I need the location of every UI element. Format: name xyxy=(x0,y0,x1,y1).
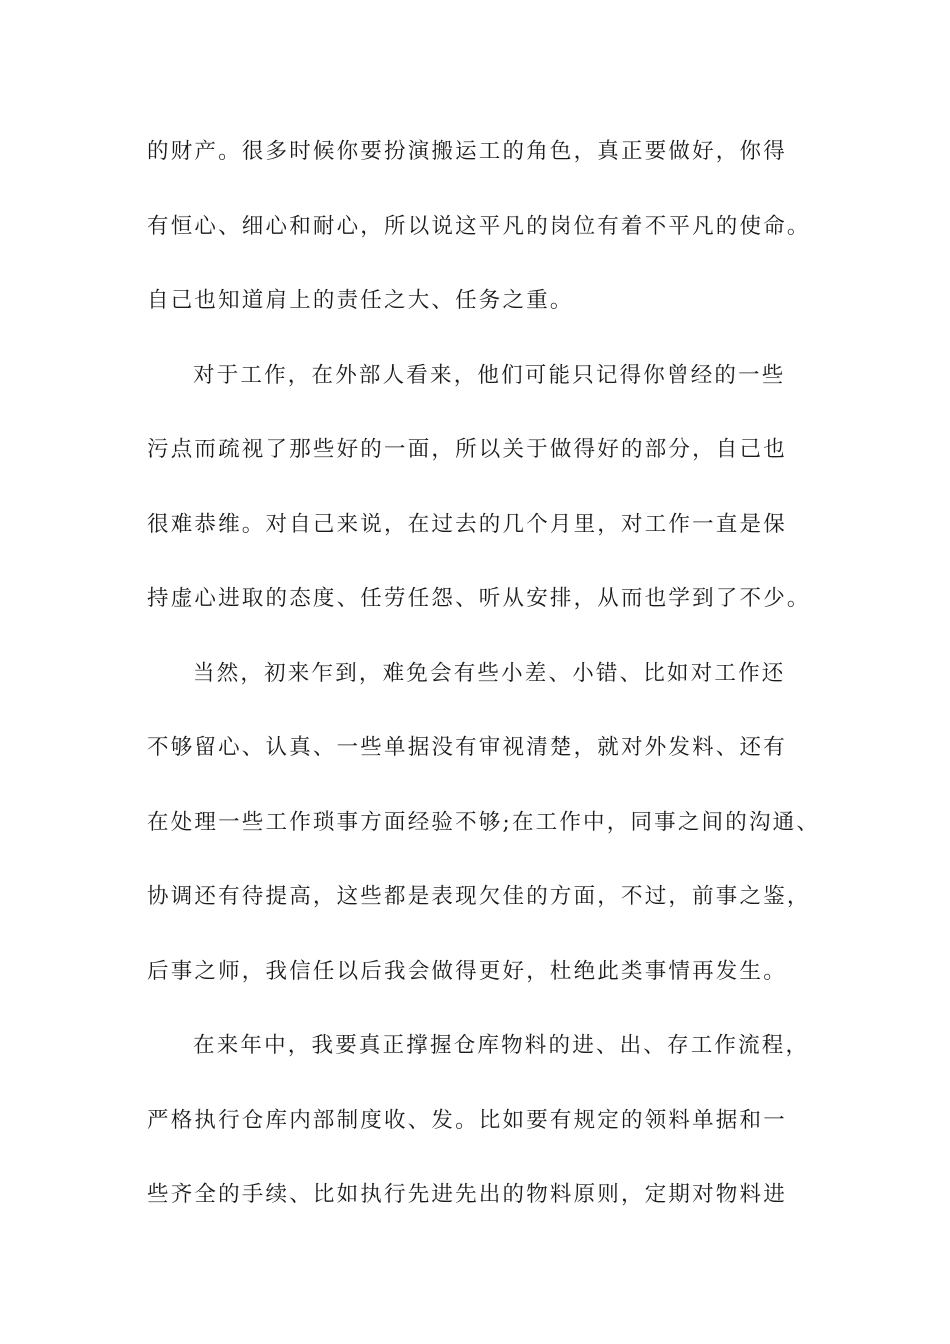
paragraph-first-line: 当然，初来乍到，难免会有些小差、小错、比如对工作还 xyxy=(193,661,786,686)
text-line: 持虚心进取的态度、任劳任怨、听从安排，从而也学到了不少。 xyxy=(147,586,811,611)
text-line: 自己也知道肩上的责任之大、任务之重。 xyxy=(147,288,574,313)
text-line: 在处理一些工作琐事方面经验不够;在工作中，同事之间的沟通、 xyxy=(147,810,821,835)
text-line: 很难恭维。对自己来说，在过去的几个月里，对工作一直是保 xyxy=(147,512,787,537)
text-line: 的财产。很多时候你要扮演搬运工的角色，真正要做好，你得 xyxy=(147,139,787,164)
paragraph-first-line: 在来年中，我要真正撑握仓库物料的进、出、存工作流程， xyxy=(193,1033,810,1058)
text-line: 污点而疏视了那些好的一面，所以关于做得好的部分，自己也 xyxy=(147,437,787,462)
text-line: 后事之师，我信任以后我会做得更好，杜绝此类事情再发生。 xyxy=(147,959,787,984)
text-line: 些齐全的手续、比如执行先进先出的物料原则，定期对物料进 xyxy=(147,1182,787,1207)
text-line: 不够留心、认真、一些单据没有审视清楚，就对外发料、还有 xyxy=(147,735,787,760)
paragraph-first-line: 对于工作，在外部人看来，他们可能只记得你曾经的一些 xyxy=(193,363,786,388)
text-line: 有恒心、细心和耐心，所以说这平凡的岗位有着不平凡的使命。 xyxy=(147,214,811,239)
text-line: 协调还有待提高，这些都是表现欠佳的方面，不过，前事之鉴， xyxy=(147,884,811,909)
text-line: 严格执行仓库内部制度收、发。比如要有规定的领料单据和一 xyxy=(147,1108,787,1133)
